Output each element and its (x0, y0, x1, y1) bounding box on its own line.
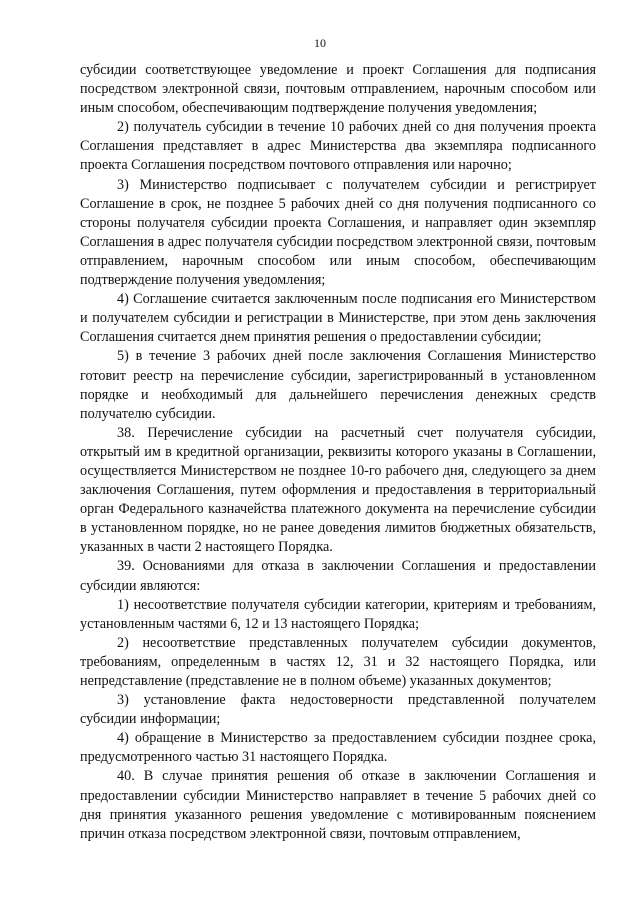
paragraph-item-3: 3) Министерство подписывает с получателем субсидии и регистрирует Соглашение в срок, не позднее 5 рабочих дней со дня получения подписанного со стороны получателя субсидии проекта Соглашения, и направляет один экземпляр Соглашения в адрес получателя субсидии посредством электронной связи, почтовым отправлением, нарочным способом или иным способом, обеспечивающим подтверждение получения уведомления; (80, 176, 596, 289)
page-number: 10 (314, 36, 326, 50)
paragraph-section-39-item-3: 3) установление факта недостоверности представленной получателем субсидии информации; (80, 692, 596, 728)
paragraph-item-4: 4) Соглашение считается заключенным после подписания его Министерством и получателем субсидии и регистрации в Министерстве, при этом день заключения Соглашения считается днем принятия решения о предоставлении субсидии; (80, 291, 596, 346)
paragraph-section-39-item-2: 2) несоответствие представленных получателем субсидии документов, требованиям, определенным в частях 12, 31 и 32 настоящего Порядка, или непредставление (представление не в полном объеме) указанных документов; (80, 634, 596, 689)
paragraph-item-5: 5) в течение 3 рабочих дней после заключения Соглашения Министерство готовит реестр на перечисление субсидии, зарегистрированный в установленном порядке и необходимый для дальнейшего перечисления денежных средств получателю субсидии. (80, 348, 596, 422)
paragraph-section-39-item-1: 1) несоответствие получателя субсидии категории, критериям и требованиям, установленным частями 6, 12 и 13 настоящего Порядка; (80, 596, 596, 632)
paragraph-continuation: субсидии соответствующее уведомление и проект Соглашения для подписания посредством электронной связи, почтовым отправлением, нарочным способом или иным способом, обеспечивающим подтверждение получения уведомления; (80, 62, 596, 117)
paragraph-section-39: 39. Основаниями для отказа в заключении Соглашения и предоставлении субсидии являются: (80, 558, 596, 594)
paragraph-section-40: 40. В случае принятия решения об отказе в заключении Соглашения и предоставлении субсидии Министерство направляет в течение 5 рабочих дней со дня принятия указанного решения уведомление с мотивированным пояснением причин отказа посредством электронной связи, почтовым отправлением, (80, 768, 596, 842)
paragraph-item-2: 2) получатель субсидии в течение 10 рабочих дней со дня получения проекта Соглашения представляет в адрес Министерства два экземпляра подписанного проекта Соглашения посредством почтового отправления или нарочно; (80, 119, 596, 174)
paragraph-section-39-item-4: 4) обращение в Министерство за предоставлением субсидии позднее срока, предусмотренного частью 31 настоящего Порядка. (80, 730, 596, 766)
paragraph-section-38: 38. Перечисление субсидии на расчетный счет получателя субсидии, открытый им в кредитной организации, реквизиты которого указаны в Соглашении, осуществляется Министерством не позднее 10-го рабочего дня, следующего за днем заключения Соглашения, путем оформления и предоставления в территориальный орган Федерального казначейства платежного документа на перечисление субсидии в установленном порядке, но не ранее доведения лимитов бюджетных обязательств, указанных в части 2 настоящего Порядка. (80, 424, 596, 556)
document-body (80, 61, 596, 844)
